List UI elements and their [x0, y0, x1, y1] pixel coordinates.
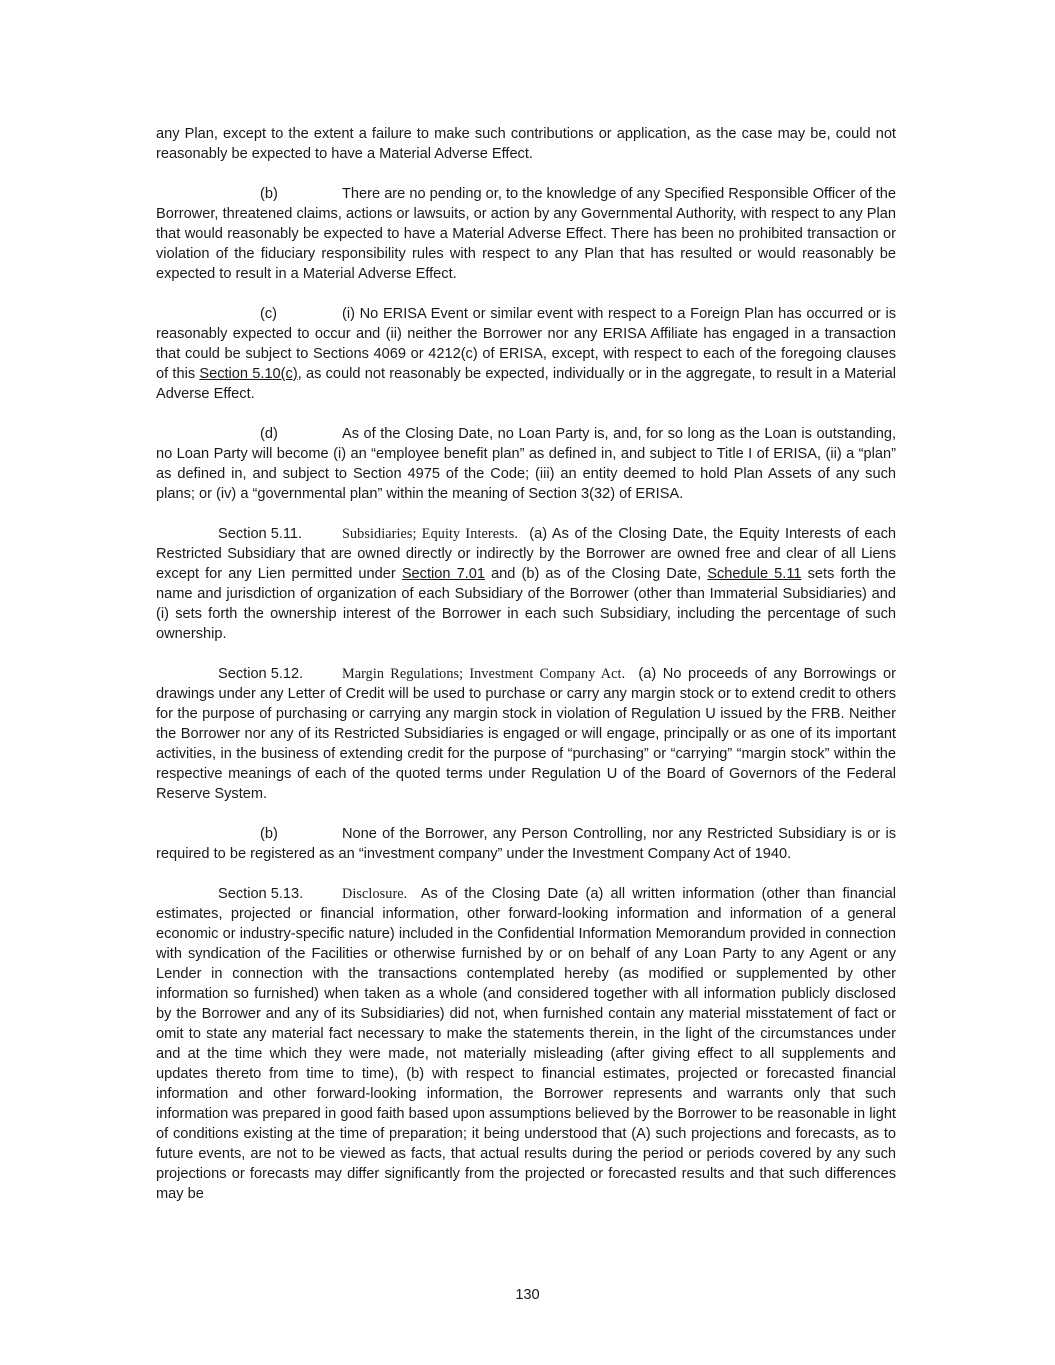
section-caption: Margin Regulations; Investment Company Act.: [342, 666, 626, 682]
clause-label: (d): [260, 426, 278, 442]
paragraph-5-10-c: [156, 304, 896, 404]
paragraph-text: As of the Closing Date (a) all written information (other than financial estimates, projected or financial information, other forward-looking information and information of a general economic or industry-specific nature) included in the Confidential Information Memorandum provided in connection with syndication of the Facilities or otherwise furnished by or on behalf of any Loan Party to any Agent or any Lender in connection with the transactions contemplated hereby (as modified or supplemented by other information so furnished) when taken as a whole (and considered together with all information publicly disclosed by the Borrower and any of its Subsidiaries) did not, when furnished contain any material misstatement of fact or omit to state any material fact necessary to make the statements therein, in the light of the circumstances under and at the time which they were made, not materially misleading (after giving effect to all supplements and updates thereto from time to time), (b) with respect to financial estimates, projected or forecasted financial information and other forward-looking information, the Borrower represents and warrants only that such information was prepared in good faith based upon assumptions believed by the Borrower to be reasonable in light of conditions existing at the time of preparation; it being understood that (A) such projections and forecasts, as to future events, are not to be viewed as facts, that actual results during the period or periods covered by any such projections or forecasts may differ significantly from the projected or forecasted results and that such differences may be: [156, 886, 896, 1202]
paragraph-text: As of the Closing Date, no Loan Party is, and, for so long as the Loan is outstanding, no Loan Party will become (i) an “employee benefit plan” as defined in, and subject to Title I of ERISA, (ii) a “plan” as defined in, and subject to Section 4975 of the Code; (iii) an entity deemed to hold Plan Assets of any such plans; or (iv) a “governmental plan” within the meaning of Section 3(32) of ERISA.: [156, 426, 896, 502]
paragraph-text: (a) As of the Closing Date, the Equity Interests of each Restricted Subsidiary that are owned directly or indirectly by the Borrower are owned free and clear of all Liens except for any Lien permitted under: [156, 526, 897, 582]
section-5-12: [156, 664, 896, 804]
section-number: Section 5.12.: [218, 666, 304, 682]
section-5-12-b: [156, 824, 896, 864]
paragraph-text: (a) No proceeds of any Borrowings or drawings under any Letter of Credit will be used to purchase or carry any margin stock or to extend credit to others for the purpose of purchasing or carrying any margin stock in violation of Regulation U issued by the FRB. Neither the Borrower nor any of its Restricted Subsidiaries is engaged or will engage, principally or as one of its important activities, in the business of extending credit for the purpose of “purchasing” or “carrying” “margin stock” within the respective meanings of each of the quoted terms under Regulation U of the Board of Governors of the Federal Reserve System.: [156, 666, 896, 802]
section-number: Section 5.13.: [218, 886, 304, 902]
section-reference: Section 7.01: [401, 566, 485, 582]
section-5-11: [156, 524, 896, 644]
paragraph-text: (i) No ERISA Event or similar event with respect to a Foreign Plan has occurred or is reasonably expected to occur and (ii) neither the Borrower nor any ERISA Affiliate has engaged in a transaction that could be subject to Sections 4069 or 4212(c) of ERISA, except, with respect to each of the foregoing clauses of this: [156, 306, 896, 382]
schedule-reference: Schedule 5.11: [707, 566, 802, 582]
page-number: 130: [515, 1287, 540, 1303]
paragraph-text: sets forth the name and jurisdiction of organization of each Subsidiary of the Borrower (other than Immaterial Subsidiaries) and (i) sets forth the ownership interest of the Borrower in each such Subsidiary, including the percentage of such ownership.: [156, 566, 897, 642]
paragraph-text: , as could not reasonably be expected, individually or in the aggregate, to result in a Material Adverse Effect.: [156, 366, 897, 402]
paragraph-text: None of the Borrower, any Person Controlling, nor any Restricted Subsidiary is or is required to be registered as an “investment company” under the Investment Company Act of 1940.: [156, 826, 896, 862]
paragraph-text: any Plan, except to the extent a failure to make such contributions or application, as the case may be, could not reasonably be expected to have a Material Adverse Effect.: [156, 126, 896, 162]
clause-label: (b): [260, 186, 278, 202]
clause-label: (c): [260, 306, 278, 322]
paragraph-5-10-b: [156, 184, 896, 284]
paragraph-5-10-d: [156, 424, 896, 504]
paragraph-text: and (b) as of the Closing Date,: [484, 566, 708, 582]
section-caption: Disclosure.: [342, 886, 408, 902]
paragraph-text: There are no pending or, to the knowledge of any Specified Responsible Officer of the Borrower, threatened claims, actions or lawsuits, or action by any Governmental Authority, with respect to any Plan that would reasonably be expected to have a Material Adverse Effect. There has been no prohibited transaction or violation of the fiduciary responsibility rules with respect to any Plan that has resulted or would reasonably be expected to result in a Material Adverse Effect.: [156, 186, 896, 282]
clause-label: (b): [260, 826, 278, 842]
section-caption: Subsidiaries; Equity Interests.: [342, 526, 519, 542]
section-number: Section 5.11.: [218, 526, 303, 542]
section-reference: Section 5.10(c): [199, 366, 298, 382]
document-body: [156, 124, 896, 1224]
section-5-13: [156, 884, 896, 1204]
paragraph-continuation: [156, 124, 896, 164]
